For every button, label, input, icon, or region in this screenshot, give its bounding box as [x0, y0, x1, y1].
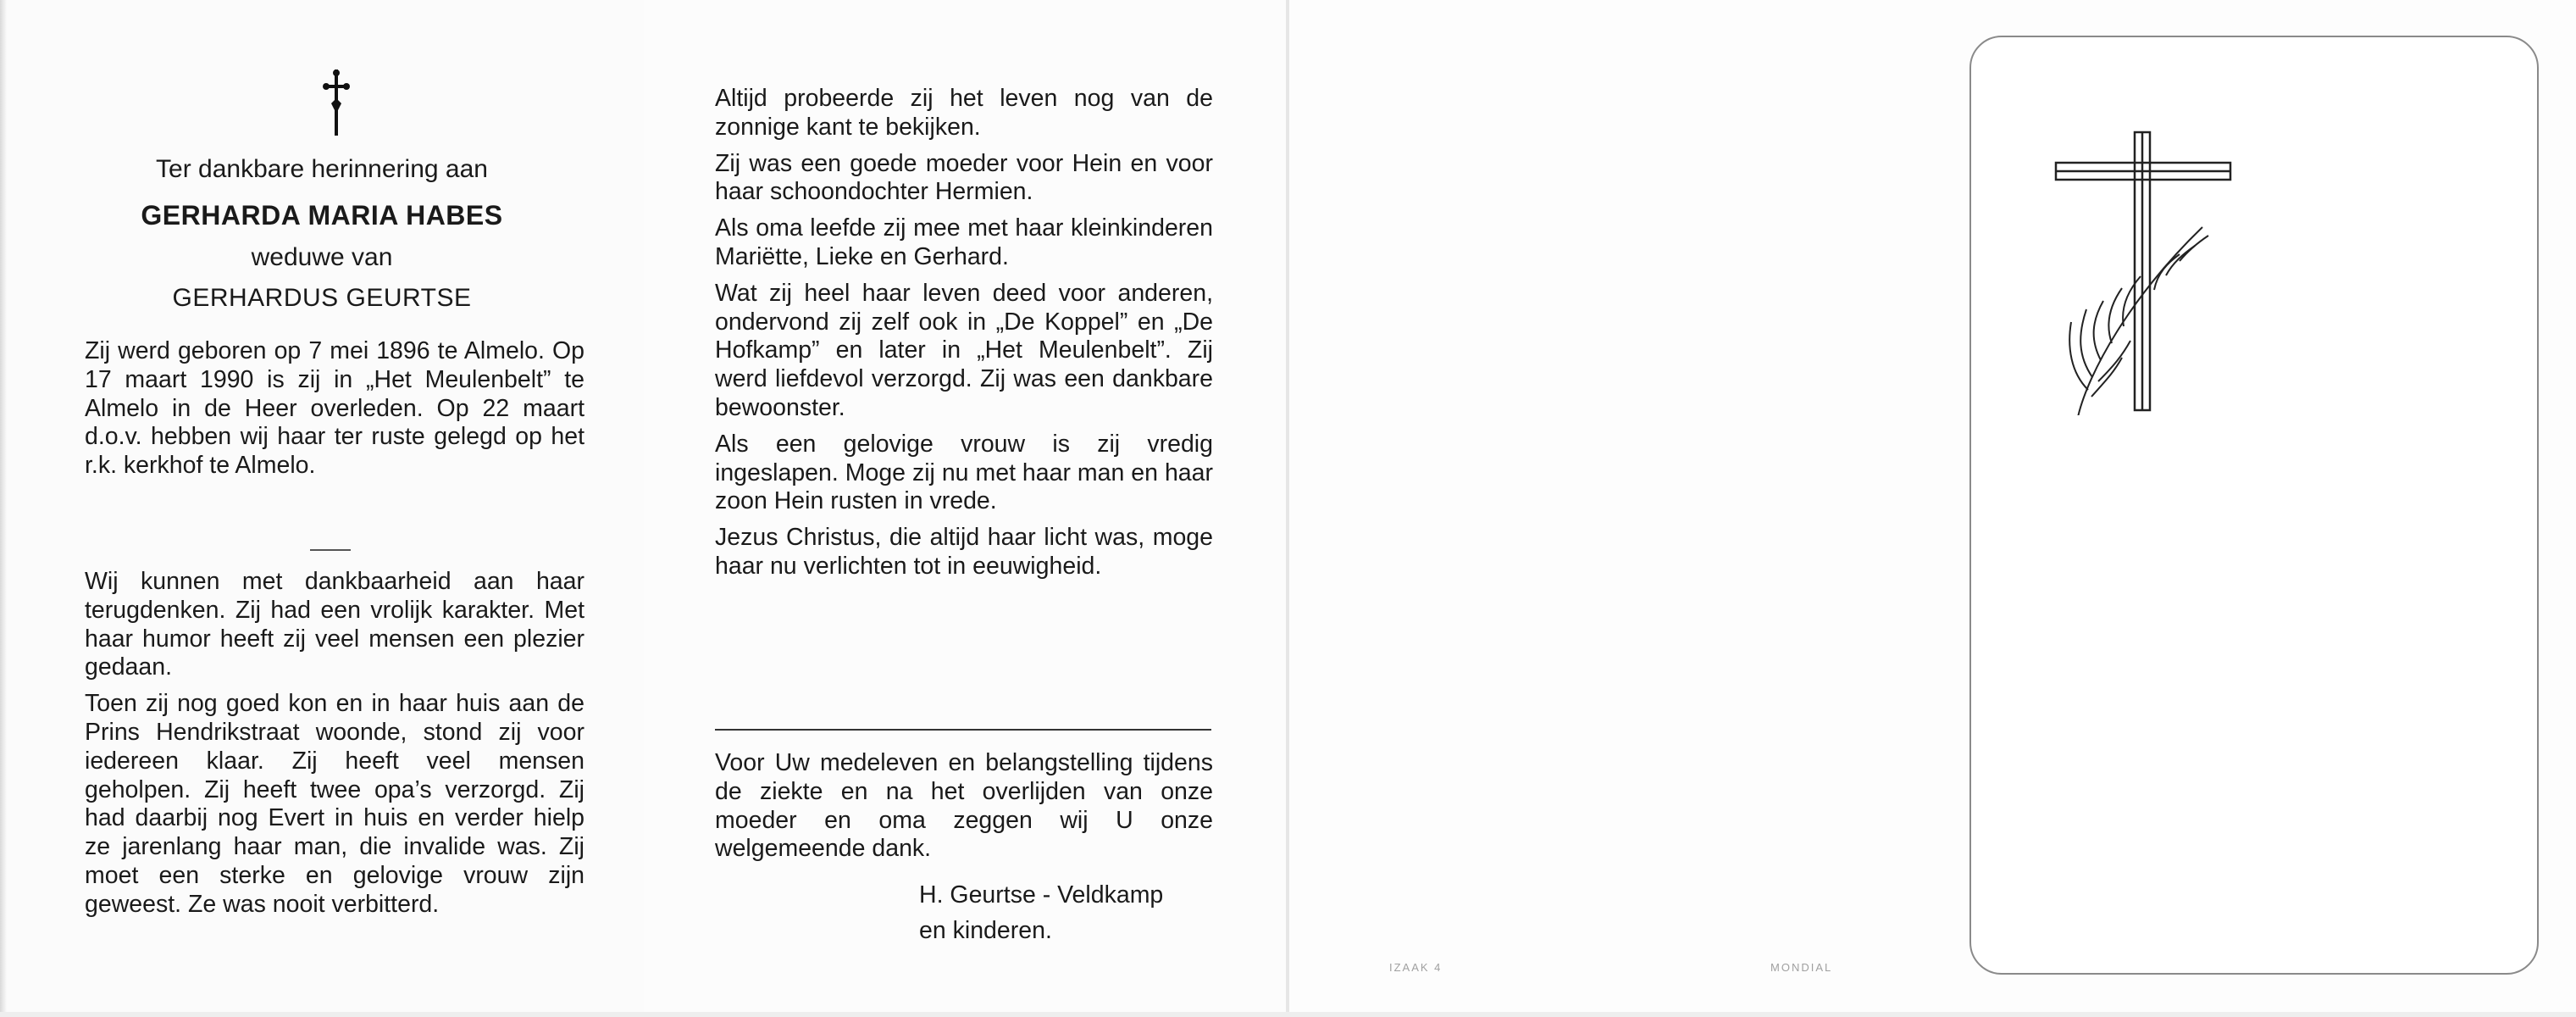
fold-line — [1286, 0, 1289, 1017]
printer-mark-right: MONDIAL — [1770, 961, 1833, 974]
cross-with-palm-icon — [2054, 127, 2241, 415]
biography-text — [85, 337, 584, 488]
tribute-paragraph-4: Wat zij heel haar leven deed voor anderen, ondervond zij zelf ook in „De Koppel” en „De Hofkamp” en later in „Het Meulenbelt”. Zij werd liefdevol verzorgd. Zij was een dankbare bewoonster. — [715, 279, 1213, 421]
tribute-text — [715, 85, 1213, 589]
tribute-paragraph-6: Jezus Christus, die altijd haar licht was, moge haar nu verlichten tot in eeuwigheid. — [715, 524, 1213, 580]
deceased-name: GERHARDA MARIA HABES — [141, 200, 503, 231]
signature-name: H. Geurtse - Veldkamp — [919, 881, 1164, 909]
intro-line: Ter dankbare herinnering aan — [156, 155, 488, 183]
husband-name: GERHARDUS GEURTSE — [172, 284, 472, 312]
tribute-paragraph-5: Als een gelovige vrouw is zij vredig ingeslapen. Moge zij nu met haar man en haar zoon Hein rusten in vrede. — [715, 430, 1213, 515]
birth-death-paragraph: Zij werd geboren op 7 mei 1896 te Almelo. Op 17 maart 1990 is zij in „Het Meulenbelt” te Almelo in de Heer overleden. Op 22 maart d.o.v. hebben wij haar ter ruste gelegd op het r.k. kerkhof te Almelo. — [85, 337, 584, 480]
paper-bottom-edge — [0, 1012, 2576, 1017]
widow-of-label: weduwe van — [251, 243, 393, 271]
tribute-paragraph-1: Altijd probeerde zij het leven nog van de zonnige kant te bekijken. — [715, 85, 1213, 141]
signature-family: en kinderen. — [919, 917, 1052, 944]
tribute-paragraph-3: Als oma leefde zij mee met haar kleinkinderen Mariëtte, Lieke en Gerhard. — [715, 214, 1213, 270]
printer-mark-left: IZAAK 4 — [1389, 961, 1443, 974]
edge-shadow — [0, 0, 7, 1017]
small-cross-icon — [322, 68, 351, 137]
separator-dash — [310, 549, 351, 551]
tribute-paragraph-2: Zij was een goede moeder voor Hein en voor haar schoondochter Hermien. — [715, 149, 1213, 206]
memories-text — [85, 568, 584, 927]
memory-paragraph-2: Toen zij nog goed kon en in haar huis aan de Prins Hendrikstraat woonde, stond zij voor iedereen klaar. Zij heeft veel mensen geholpen. Zij heeft twee opa’s verzorgd. Zij had daarbij nog Evert in huis en verder hielp ze jarenlang haar man, die invalide was. Zij moet een sterke en gelovige vrouw zijn geweest. Ze was nooit verbitterd. — [85, 690, 584, 918]
thanks-paragraph: Voor Uw medeleven en belangstelling tijdens de ziekte en na het overlijden van onze moeder en oma zeggen wij U onze welgemeende dank. — [715, 749, 1213, 863]
divider-line — [715, 729, 1211, 731]
memory-paragraph-1: Wij kunnen met dankbaarheid aan haar terugdenken. Zij had een vrolijk karakter. Met haar humor heeft zij veel mensen een plezier gedaan. — [85, 568, 584, 681]
thanks-text — [715, 749, 1213, 871]
